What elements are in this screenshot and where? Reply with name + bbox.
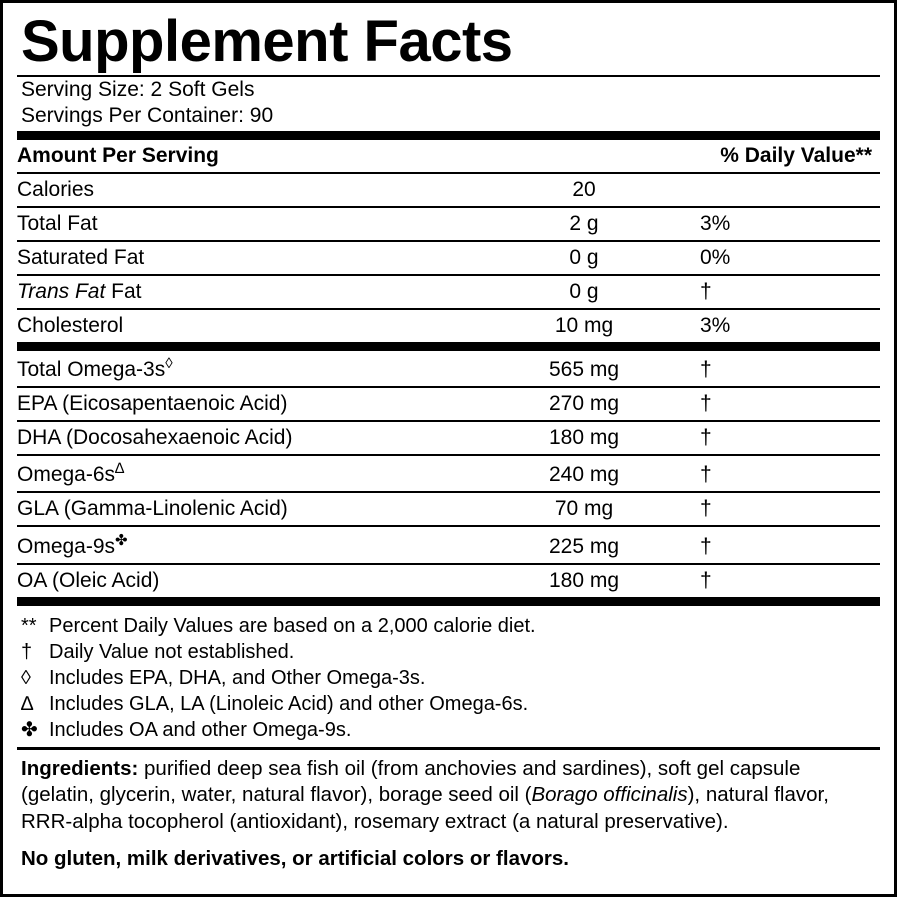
ingredients-label: Ingredients:	[21, 757, 139, 781]
footnote-item	[21, 613, 876, 639]
row-amount: 180 mg	[548, 569, 620, 593]
table-row	[17, 207, 880, 241]
footnote-mark: ◊	[21, 667, 31, 690]
serving-info	[17, 77, 880, 128]
footnote-text: Includes GLA, LA (Linoleic Acid) and other Omega-6s.	[49, 693, 529, 716]
row-label: Cholesterol	[17, 314, 124, 338]
ingredients-text-second: ), natural flavor, RRR-alpha tocopherol (antioxidant), rosemary extract (a natural preservative).	[21, 783, 829, 833]
row-amount: 20	[468, 173, 700, 207]
allergen-statement: No gluten, milk derivatives, or artificial colors or flavors.	[21, 846, 569, 870]
row-dv: 3%	[700, 207, 880, 241]
row-label-italic: Trans Fat	[17, 280, 106, 304]
row-dv: †	[700, 455, 880, 492]
row-amount: 565 mg	[468, 351, 700, 387]
row-label-symbol: ✤	[115, 532, 128, 550]
table-row	[17, 351, 880, 387]
amount-per-serving-header: Amount Per Serving	[17, 140, 468, 173]
footnote-item	[21, 691, 876, 717]
table-row	[17, 241, 880, 275]
page-title: Supplement Facts	[21, 9, 513, 74]
table-row	[17, 421, 880, 455]
row-label: Total Fat	[17, 207, 468, 241]
table-header-row	[17, 140, 880, 173]
row-label: EPA (Eicosapentaenoic Acid)	[17, 387, 468, 421]
footnote-text: Includes EPA, DHA, and Other Omega-3s.	[49, 667, 426, 690]
row-label: OA (Oleic Acid)	[17, 569, 160, 593]
table-row	[17, 526, 880, 564]
row-dv: †	[700, 492, 880, 526]
row-dv: †	[700, 421, 880, 455]
footnote-mark: †	[21, 641, 33, 664]
row-amount: 10 mg	[554, 314, 614, 338]
ingredients-latin-name: Borago officinalis	[531, 783, 688, 807]
table-row	[17, 455, 880, 492]
row-label: Trans Fat Fat	[17, 275, 468, 309]
row-dv: 0%	[700, 241, 880, 275]
footnote-item	[21, 665, 876, 691]
daily-value-header: % Daily Value**	[700, 140, 880, 173]
row-label: Saturated Fat	[17, 241, 468, 275]
footnote-item	[21, 639, 876, 665]
row-dv: †	[700, 569, 712, 593]
row-dv: †	[700, 351, 880, 387]
table-row	[17, 387, 880, 421]
table-row	[17, 275, 880, 309]
row-label	[17, 455, 468, 492]
footnote-item	[21, 717, 876, 743]
serving-size: Serving Size: 2 Soft Gels	[21, 78, 255, 101]
row-label: DHA (Docosahexaenoic Acid)	[17, 421, 468, 455]
row-label	[17, 526, 468, 564]
divider-header	[17, 131, 880, 140]
row-dv: †	[700, 526, 880, 564]
nutrition-table-omega	[17, 351, 880, 597]
divider-omega-section	[17, 342, 880, 351]
row-amount: 240 mg	[468, 455, 700, 492]
row-label: GLA (Gamma-Linolenic Acid)	[17, 492, 468, 526]
footnote-mark: **	[21, 615, 37, 638]
row-amount: 225 mg	[468, 526, 700, 564]
table-row	[17, 309, 880, 342]
row-amount: 2 g	[468, 207, 700, 241]
footnote-text: Daily Value not established.	[49, 641, 295, 664]
row-dv: 3%	[700, 314, 731, 338]
divider-footnotes	[17, 597, 880, 606]
row-label	[17, 351, 468, 387]
row-label-text: Total Omega-3s	[17, 358, 166, 382]
row-amount: 270 mg	[468, 387, 700, 421]
row-dv: †	[700, 275, 880, 309]
row-amount: 70 mg	[468, 492, 700, 526]
footnote-text: Includes OA and other Omega-9s.	[49, 719, 352, 742]
row-amount: 0 g	[468, 275, 700, 309]
footnote-mark: ✤	[21, 719, 38, 742]
row-label-symbol: ∆	[115, 460, 125, 478]
footnote-text: Percent Daily Values are based on a 2,000 calorie diet.	[49, 615, 536, 638]
row-dv	[700, 173, 880, 207]
ingredients-text-first: purified deep sea fish oil (from anchovies and sardines), soft gel capsule (gelatin, glycerin, water, natural flavor), borage seed oil (	[21, 757, 801, 807]
amount-col-spacer	[468, 140, 700, 173]
row-label-text: Omega-9s	[17, 535, 116, 559]
row-label-symbol: ◊	[165, 355, 173, 373]
nutrition-table-top	[17, 140, 880, 342]
row-label: Calories	[17, 173, 468, 207]
servings-per-container: Servings Per Container: 90	[21, 103, 274, 127]
footnotes	[17, 606, 880, 747]
ingredients-paragraph	[17, 750, 880, 835]
footnote-mark: ∆	[21, 693, 34, 716]
table-row	[17, 492, 880, 526]
row-amount: 0 g	[468, 241, 700, 275]
table-row	[17, 173, 880, 207]
table-row	[17, 564, 880, 597]
row-dv: †	[700, 387, 880, 421]
row-amount: 180 mg	[468, 421, 700, 455]
row-label-text: Omega-6s	[17, 463, 116, 487]
